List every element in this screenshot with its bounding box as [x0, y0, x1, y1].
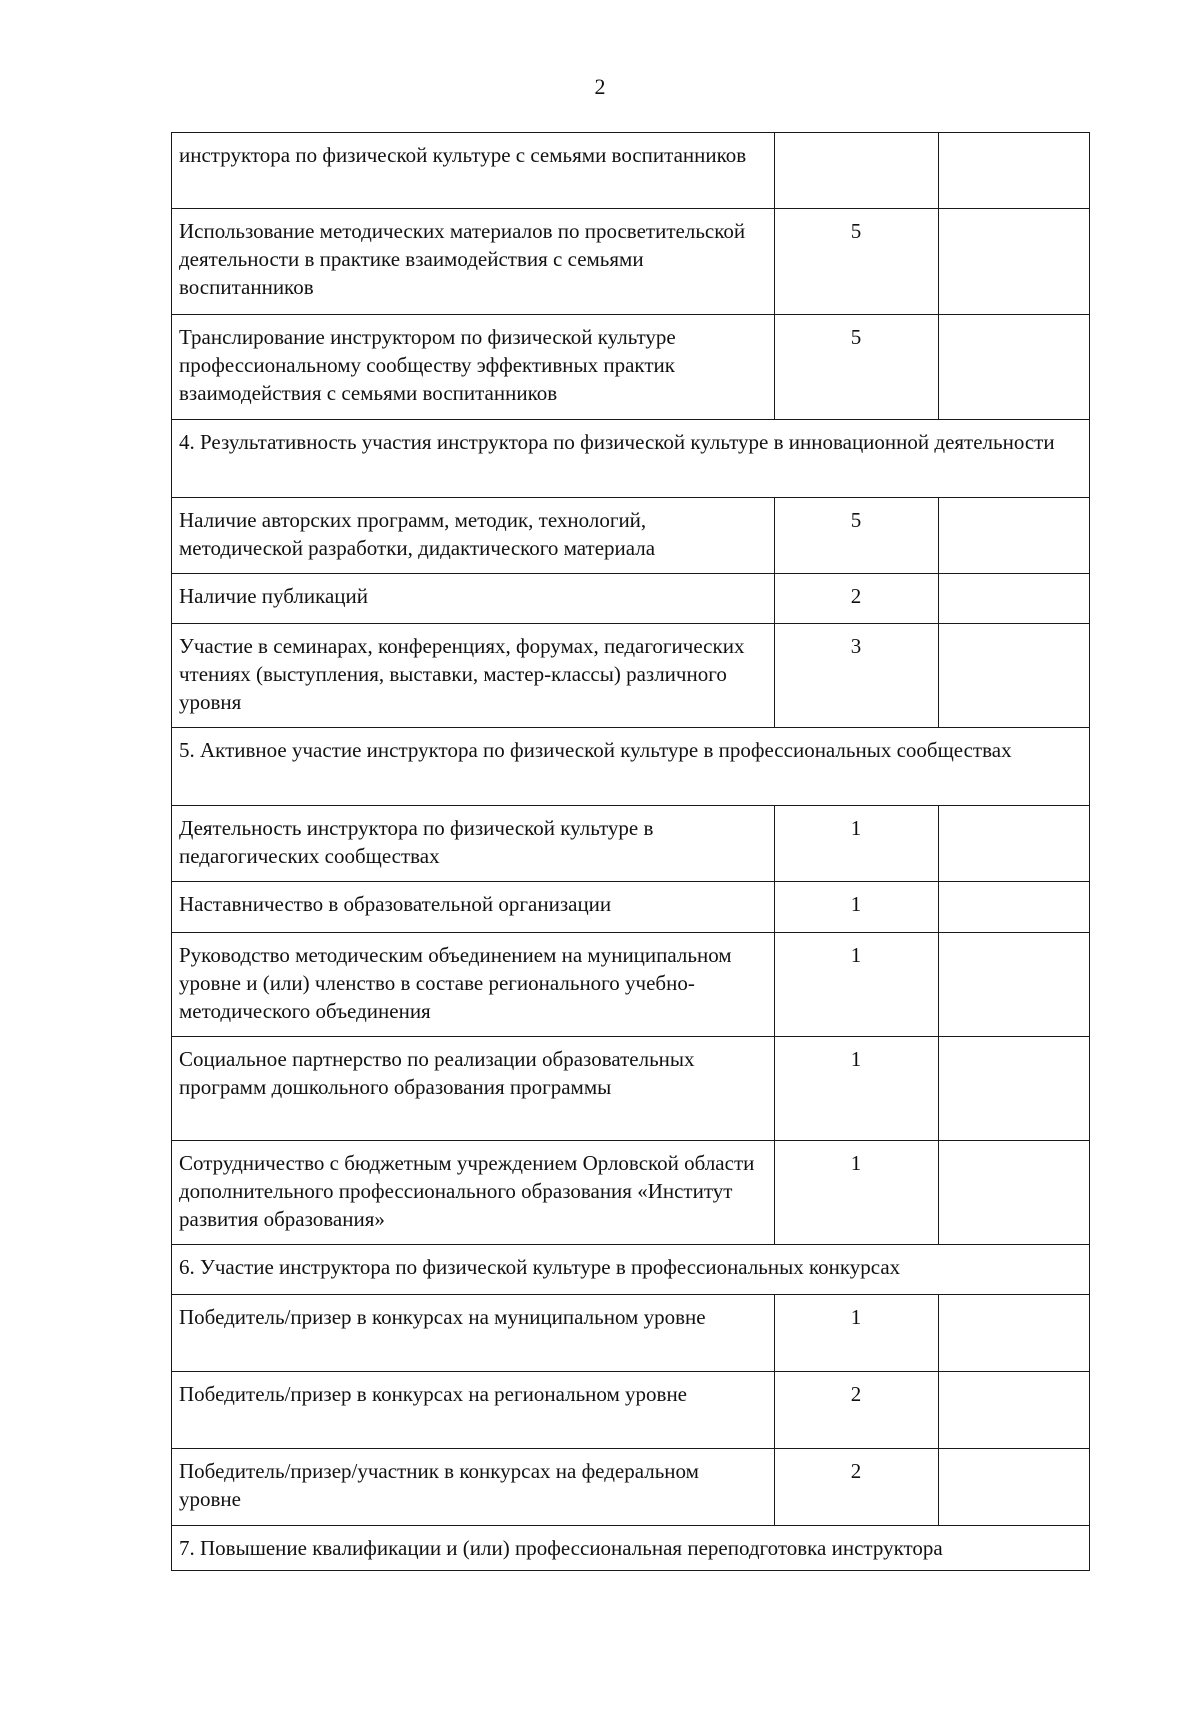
criterion-text: Социальное партнерство по реализации образовательных программ дошкольного образования программы — [172, 1037, 775, 1141]
criterion-score: 2 — [775, 1449, 939, 1526]
criterion-rating-cell — [939, 315, 1090, 420]
criterion-text: Деятельность инструктора по физической культуре в педагогических сообществах — [172, 806, 775, 882]
criterion-text: Победитель/призер в конкурсах на муниципальном уровне — [172, 1295, 775, 1372]
criterion-text: Использование методических материалов по просветительской деятельности в практике взаимодействия с семьями воспитанников — [172, 209, 775, 315]
criterion-text: Руководство методическим объединением на муниципальном уровне и (или) членство в составе регионального учебно-методического объединения — [172, 933, 775, 1037]
criterion-score: 1 — [775, 1295, 939, 1372]
criterion-rating-cell — [939, 209, 1090, 315]
criterion-score: 1 — [775, 1037, 939, 1141]
criterion-text: Сотрудничество с бюджетным учреждением Орловской области дополнительного профессионального образования «Институт развития образования» — [172, 1141, 775, 1245]
criterion-rating-cell — [939, 933, 1090, 1037]
criterion-score — [775, 133, 939, 209]
criterion-rating-cell — [939, 1372, 1090, 1449]
table-row — [172, 1141, 1090, 1245]
table-row — [172, 315, 1090, 420]
table-row — [172, 1037, 1090, 1141]
table-row — [172, 806, 1090, 882]
criterion-rating-cell — [939, 1141, 1090, 1245]
criterion-score: 1 — [775, 933, 939, 1037]
criterion-rating-cell — [939, 1037, 1090, 1141]
criterion-score: 3 — [775, 624, 939, 728]
criterion-score: 2 — [775, 1372, 939, 1449]
table-row — [172, 1449, 1090, 1526]
criterion-rating-cell — [939, 1295, 1090, 1372]
criterion-rating-cell — [939, 624, 1090, 728]
criterion-score: 1 — [775, 806, 939, 882]
table-row — [172, 498, 1090, 574]
criterion-text: Победитель/призер/участник в конкурсах на федеральном уровне — [172, 1449, 775, 1526]
criterion-rating-cell — [939, 1449, 1090, 1526]
criterion-score: 5 — [775, 498, 939, 574]
section-heading: 6. Участие инструктора по физической культуре в профессиональных конкурсах — [172, 1245, 1090, 1295]
section-row — [172, 1245, 1090, 1295]
criterion-text: инструктора по физической культуре с семьями воспитанников — [172, 133, 775, 209]
page-number: 2 — [594, 74, 606, 99]
table-row — [172, 624, 1090, 728]
table-row — [172, 882, 1090, 933]
criterion-score: 5 — [775, 209, 939, 315]
criterion-rating-cell — [939, 806, 1090, 882]
criterion-rating-cell — [939, 574, 1090, 624]
table-row — [172, 1295, 1090, 1372]
section-row — [172, 420, 1090, 498]
criterion-score: 5 — [775, 315, 939, 420]
criterion-text: Участие в семинарах, конференциях, форумах, педагогических чтениях (выступления, выставки, мастер-классы) различного уровня — [172, 624, 775, 728]
criterion-text: Транслирование инструктором по физической культуре профессиональному сообществу эффективных практик взаимодействия с семьями воспитанников — [172, 315, 775, 420]
table-row — [172, 133, 1090, 209]
criterion-rating-cell — [939, 133, 1090, 209]
criterion-score: 1 — [775, 1141, 939, 1245]
table-row — [172, 933, 1090, 1037]
criterion-text: Победитель/призер в конкурсах на региональном уровне — [172, 1372, 775, 1449]
section-heading: 5. Активное участие инструктора по физической культуре в профессиональных сообществах — [172, 728, 1090, 806]
criterion-text: Наличие авторских программ, методик, технологий, методической разработки, дидактического материала — [172, 498, 775, 574]
criteria-table — [171, 132, 1090, 1571]
section-heading: 4. Результативность участия инструктора по физической культуре в инновационной деятельности — [172, 420, 1090, 498]
table-row — [172, 574, 1090, 624]
section-row — [172, 728, 1090, 806]
criterion-rating-cell — [939, 498, 1090, 574]
section-heading: 7. Повышение квалификации и (или) профессиональная переподготовка инструктора — [172, 1526, 1090, 1571]
criterion-score: 2 — [775, 574, 939, 624]
criterion-rating-cell — [939, 882, 1090, 933]
table-row — [172, 1372, 1090, 1449]
table-row — [172, 209, 1090, 315]
section-row — [172, 1526, 1090, 1571]
criterion-text: Наставничество в образовательной организации — [172, 882, 775, 933]
criterion-score: 1 — [775, 882, 939, 933]
criterion-text: Наличие публикаций — [172, 574, 775, 624]
